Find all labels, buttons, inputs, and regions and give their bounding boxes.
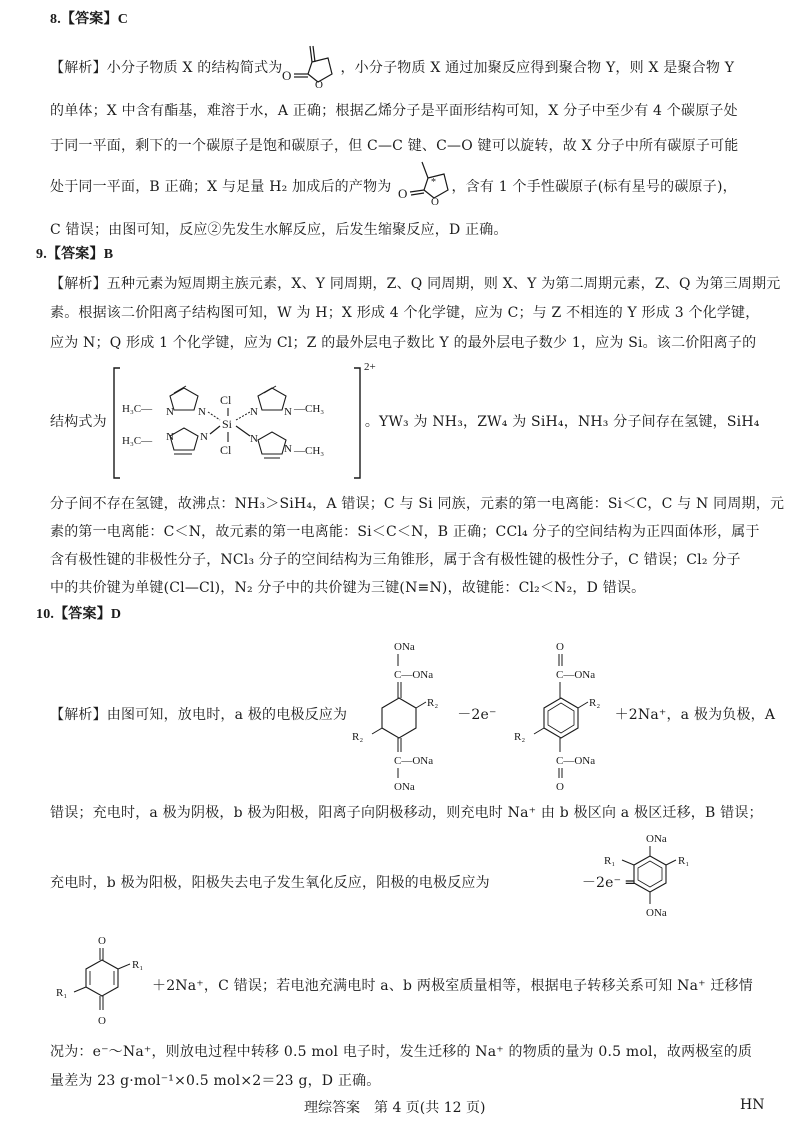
q10-text: 充电时，b 极为阳极，阳极失去电子发生氧化反应，阳极的电极反应为 — [50, 875, 490, 891]
q10-o: O — [556, 641, 564, 653]
q10-discharge-product — [508, 636, 618, 796]
q10-charge-product — [52, 930, 152, 1036]
q9-n: N — [250, 433, 258, 445]
q8-text: ，小分子物质 X 通过加聚反应得到聚合物 Y，则 X 是聚合物 Y — [340, 60, 735, 76]
q9-methyl: H₃C— — [122, 403, 153, 415]
q9-methyl: —CH₃ — [294, 445, 325, 457]
footer-region-code: HN — [740, 1097, 765, 1113]
q9-cl-bottom: Cl — [220, 443, 232, 457]
q8-structure-product — [398, 154, 468, 206]
q10-r2: R₂ — [514, 731, 526, 743]
q9-analysis-line-5: 分子间不存在氢键，故沸点：NH₃＞SiH₄，A 错误；C 与 Si 同族，元素的第一电离能：Si＜C，C 与 N 同周期，元 — [50, 496, 785, 512]
q9-n: N — [284, 443, 292, 455]
q9-n: N — [166, 431, 174, 443]
q10-analysis-line-5: 况为：e⁻～Na⁺，则放电过程中转移 0.5 mol 电子时，发生迁移的 Na⁺ 的物质的量为 0.5 mol，故两极室的质 — [50, 1044, 753, 1060]
q9-text: 。YW₃ 为 NH₃，ZW₄ 为 SiH₄，NH₃ 分子间存在氢键，SiH₄ — [364, 414, 760, 430]
q10-o: O — [98, 1015, 106, 1027]
q10-ona: ONa — [394, 641, 415, 653]
q10-discharge-reactant — [346, 636, 456, 796]
q9-methyl: H₃C— — [122, 435, 153, 447]
q10-text: －2e⁻ — [581, 875, 622, 891]
page-footer: 理综答案 第 4 页(共 12 页) — [304, 1100, 486, 1116]
q10-analysis-line-4: ＋2Na⁺，C 错误；若电池充满电时 a、b 两极室质量相等，根据电子转移关系可知 Na⁺ 迁移情 — [152, 978, 753, 994]
q10-r1: R₁ — [604, 855, 616, 867]
q9-n: N — [250, 406, 258, 418]
q8-text: 【解析】小分子物质 X 的结构简式为 — [50, 60, 283, 76]
q8-analysis-line-5: C 错误；由图可知，反应②先发生水解反应，后发生缩聚反应，D 正确。 — [50, 222, 508, 238]
q9-charge: 2+ — [364, 361, 376, 373]
q10-text: －2e⁻ — [457, 707, 497, 723]
q10-ona: ONa — [646, 907, 667, 919]
q8-analysis-line-1 — [50, 58, 762, 78]
q10-c-ona: C—ONa — [394, 669, 434, 681]
q9-n: N — [284, 406, 292, 418]
q9-n: N — [198, 406, 206, 418]
q10-charge-reactant — [600, 830, 700, 930]
q9-text: 结构式为 — [50, 414, 107, 430]
svg-text:O: O — [282, 68, 292, 83]
q10-analysis-line-6: 量差为 23 g·mol⁻¹×0.5 mol×2＝23 g，D 正确。 — [50, 1073, 381, 1089]
q10-c-ona: C—ONa — [394, 755, 434, 767]
q10-ona: ONa — [394, 781, 415, 793]
svg-text:*: * — [431, 177, 436, 188]
q8-analysis-line-2: 的单体；X 中含有酯基，难溶于水，A 正确；根据乙烯分子是平面形结构可知，X 分子中至少有 4 个碳原子处 — [50, 103, 738, 119]
q9-methyl: —CH₃ — [294, 403, 325, 415]
q9-analysis-line-7: 含有极性键的非极性分子，NCl₃ 分子的空间结构为三角锥形，属于含有极性键的极性分子，C 错误；Cl₂ 分子 — [50, 552, 741, 568]
q9-cl-top: Cl — [220, 393, 232, 407]
svg-text:O: O — [315, 79, 323, 91]
svg-text:O: O — [431, 196, 439, 208]
q9-analysis-line-1: 【解析】五种元素为短周期主族元素，X、Y 同周期，Z、Q 同周期，则 X、Y 为第二周期元素，Z、Q 为第三周期元 — [50, 276, 781, 292]
q8-text: 处于同一平面，B 正确；X 与足量 H₂ 加成后的产物为 — [50, 179, 392, 195]
q10-analysis-line-2: 错误；充电时，a 极为阴极，b 极为阳极，阳离子向阴极移动，则充电时 Na⁺ 由 b 极区向 a 极区迁移，B 错误； — [50, 805, 763, 821]
q9-analysis-line-6: 素的第一电离能：C＜N，故元素的第一电离能：Si＜C＜N，B 正确；CCl₄ 分子的空间结构为正四面体形，属于 — [50, 524, 760, 540]
q8-text: ，含有 1 个手性碳原子(标有星号的碳原子)， — [451, 179, 737, 195]
q10-o: O — [98, 935, 106, 947]
q10-r2: R₂ — [427, 697, 439, 709]
q8-structure-x — [280, 40, 350, 90]
q10-answer-line: 10.【答案】D — [36, 607, 122, 622]
q10-text: 【解析】由图可知，放电时，a 极的电极反应为 — [50, 707, 348, 723]
svg-text:O: O — [398, 186, 408, 201]
q9-analysis-line-8: 中的共价键为单键(Cl—Cl)，N₂ 分子中的共价键为三键(N≡N)，故键能：Cl₂＜N₂，D 错误。 — [50, 580, 646, 596]
q10-r1: R₁ — [678, 855, 690, 867]
q10-text: ＋2Na⁺，a 极为负极，A — [614, 707, 776, 723]
q8-analysis-line-3: 于同一平面，剩下的一个碳原子是饱和碳原子，但 C—C 键、C—O 键可以旋转，故 X 分子中所有碳原子可能 — [50, 138, 739, 154]
q8-answer-line: 8.【答案】C — [50, 12, 129, 27]
q9-analysis-line-2: 素。根据该二价阳离子结构图可知，W 为 H；X 形成 4 个化学键，应为 C；与 Z 不相连的 Y 形成 3 个化学键， — [50, 305, 760, 321]
q9-n: N — [200, 431, 208, 443]
q9-dication-structure — [108, 360, 388, 484]
q10-r2: R₂ — [589, 697, 601, 709]
q10-ona: ONa — [646, 833, 667, 845]
q10-c-ona: C—ONa — [556, 669, 596, 681]
q10-r1: R₁ — [56, 987, 68, 999]
q10-o: O — [556, 781, 564, 793]
q9-analysis-line-3: 应为 N；Q 形成 1 个化学键，应为 Cl；Z 的最外层电子数比 Y 的最外层电子数少 1，应为 Si。该二价阳离子的 — [50, 335, 757, 351]
q10-c-ona: C—ONa — [556, 755, 596, 767]
q9-n: N — [166, 406, 174, 418]
q9-answer-line: 9.【答案】B — [36, 247, 114, 262]
q10-analysis-line-3: 充电时，b 极为阳极，阳极失去电子发生氧化反应，阳极的电极反应为 －2e⁻ ═ — [50, 875, 635, 891]
q10-r1: R₁ — [132, 959, 144, 971]
q9-si-label: Si — [222, 417, 233, 431]
q10-r2: R₂ — [352, 731, 364, 743]
